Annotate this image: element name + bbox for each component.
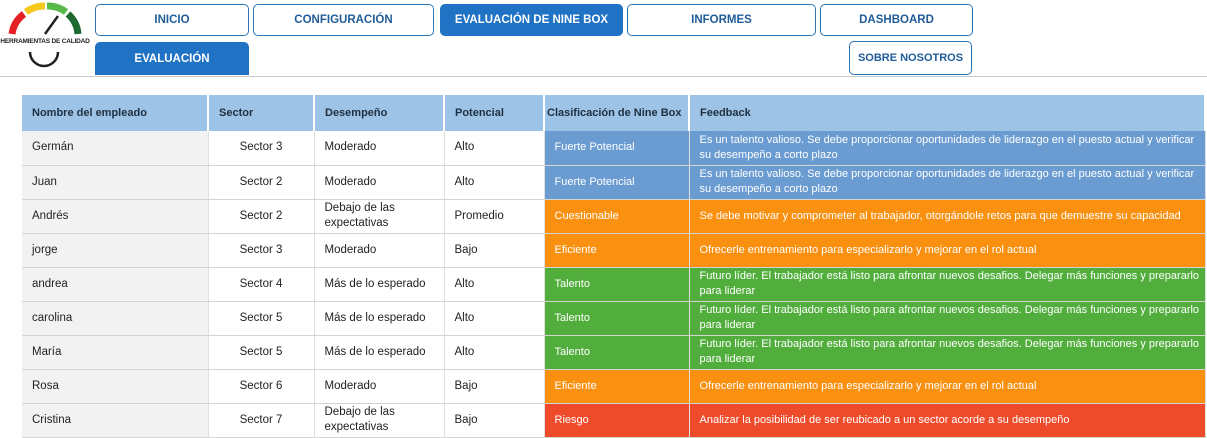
cell-feedback[interactable]: Futuro líder. El trabajador está listo para afrontar nuevos desafios. Delegar más funciones y prepararlo para liderar [689,267,1205,301]
cell-potencial[interactable]: Alto [444,335,544,369]
nav-inicio-button[interactable]: INICIO [95,4,249,36]
cell-clasificacion[interactable]: Riesgo [544,403,689,437]
cell-nombre[interactable]: Rosa [22,369,208,403]
cell-nombre[interactable]: jorge [22,233,208,267]
table-row[interactable] [22,369,1205,403]
cell-nombre[interactable]: Andrés [22,199,208,233]
cell-desempeno[interactable]: Más de lo esperado [314,301,444,335]
cell-clasificacion[interactable]: Fuerte Potencial [544,165,689,199]
cell-feedback[interactable]: Es un talento valioso. Se debe proporcionar oportunidades de liderazgo en el puesto actual y verificar su desempeño a corto plazo [689,131,1205,165]
cell-clasificacion[interactable]: Cuestionable [544,199,689,233]
cell-nombre[interactable]: Cristina [22,403,208,437]
table-row[interactable] [22,403,1205,437]
cell-clasificacion[interactable]: Talento [544,267,689,301]
cell-sector[interactable]: Sector 3 [208,233,314,267]
header-desempeno: Desempeño [314,95,444,131]
table-row[interactable] [22,233,1205,267]
cell-nombre[interactable]: María [22,335,208,369]
cell-feedback[interactable]: Ofrecerle entrenamiento para especializarlo y mejorar en el rol actual [689,233,1205,267]
cell-desempeno[interactable]: Debajo de las expectativas [314,199,444,233]
header-feedback: Feedback [689,95,1205,131]
cell-nombre[interactable]: Germán [22,131,208,165]
table-header-row [22,95,1205,131]
cell-clasificacion[interactable]: Talento [544,335,689,369]
cell-potencial[interactable]: Alto [444,165,544,199]
cell-clasificacion[interactable]: Talento [544,301,689,335]
table-row[interactable] [22,335,1205,369]
cell-potencial[interactable]: Alto [444,267,544,301]
cell-desempeno[interactable]: Más de lo esperado [314,267,444,301]
cell-sector[interactable]: Sector 2 [208,165,314,199]
nav-dashboard-button[interactable]: DASHBOARD [820,4,973,36]
logo-text: HERRAMIENTAS DE CALIDAD [0,38,90,45]
header-clasificacion: Clasificación de Nine Box [544,95,689,131]
header-potencial: Potencial [444,95,544,131]
sub-nav-evaluacion-button[interactable]: EVALUACIÓN [95,42,249,75]
cell-nombre[interactable]: andrea [22,267,208,301]
cell-potencial[interactable]: Bajo [444,369,544,403]
cell-potencial[interactable]: Bajo [444,403,544,437]
cell-desempeno[interactable]: Moderado [314,369,444,403]
table-row[interactable] [22,131,1205,165]
cell-clasificacion[interactable]: Eficiente [544,233,689,267]
gauge-logo-icon [0,2,90,38]
nav-evaluacion-nine-box-button[interactable]: EVALUACIÓN DE NINE BOX [440,4,623,36]
cell-feedback[interactable]: Futuro líder. El trabajador está listo para afrontar nuevos desafios. Delegar más funciones y prepararlo para liderar [689,335,1205,369]
cell-sector[interactable]: Sector 6 [208,369,314,403]
header-sector: Sector [208,95,314,131]
cell-potencial[interactable]: Bajo [444,233,544,267]
nav-informes-button[interactable]: INFORMES [627,4,816,36]
cell-potencial[interactable]: Alto [444,131,544,165]
table-row[interactable] [22,301,1205,335]
smile-icon [0,46,90,72]
cell-feedback[interactable]: Ofrecerle entrenamiento para especializarlo y mejorar en el rol actual [689,369,1205,403]
cell-sector[interactable]: Sector 5 [208,301,314,335]
table-row[interactable] [22,199,1205,233]
nine-box-table [22,95,1206,438]
cell-feedback[interactable]: Futuro líder. El trabajador está listo para afrontar nuevos desafios. Delegar más funciones y prepararlo para liderar [689,301,1205,335]
cell-feedback[interactable]: Es un talento valioso. Se debe proporcionar oportunidades de liderazgo en el puesto actual y verificar su desempeño a corto plazo [689,165,1205,199]
header-divider [0,76,1207,77]
cell-sector[interactable]: Sector 3 [208,131,314,165]
header-nombre: Nombre del empleado [22,95,208,131]
cell-desempeno[interactable]: Moderado [314,131,444,165]
cell-sector[interactable]: Sector 5 [208,335,314,369]
cell-sector[interactable]: Sector 7 [208,403,314,437]
cell-feedback[interactable]: Se debe motivar y comprometer al trabajador, otorgándole retos para que demuestre su capacidad [689,199,1205,233]
cell-desempeno[interactable]: Moderado [314,233,444,267]
cell-sector[interactable]: Sector 4 [208,267,314,301]
cell-desempeno[interactable]: Más de lo esperado [314,335,444,369]
cell-desempeno[interactable]: Moderado [314,165,444,199]
cell-nombre[interactable]: carolina [22,301,208,335]
cell-desempeno[interactable]: Debajo de las expectativas [314,403,444,437]
app-logo [0,2,90,72]
nav-configuracion-button[interactable]: CONFIGURACIÓN [253,4,434,36]
table-row[interactable] [22,165,1205,199]
cell-clasificacion[interactable]: Fuerte Potencial [544,131,689,165]
cell-potencial[interactable]: Promedio [444,199,544,233]
cell-nombre[interactable]: Juan [22,165,208,199]
cell-feedback[interactable]: Analizar la posibilidad de ser reubicado a un sector acorde a su desempeño [689,403,1205,437]
table-row[interactable] [22,267,1205,301]
nav-sobre-nosotros-button[interactable]: SOBRE NOSOTROS [849,41,972,75]
cell-sector[interactable]: Sector 2 [208,199,314,233]
cell-potencial[interactable]: Alto [444,301,544,335]
cell-clasificacion[interactable]: Eficiente [544,369,689,403]
